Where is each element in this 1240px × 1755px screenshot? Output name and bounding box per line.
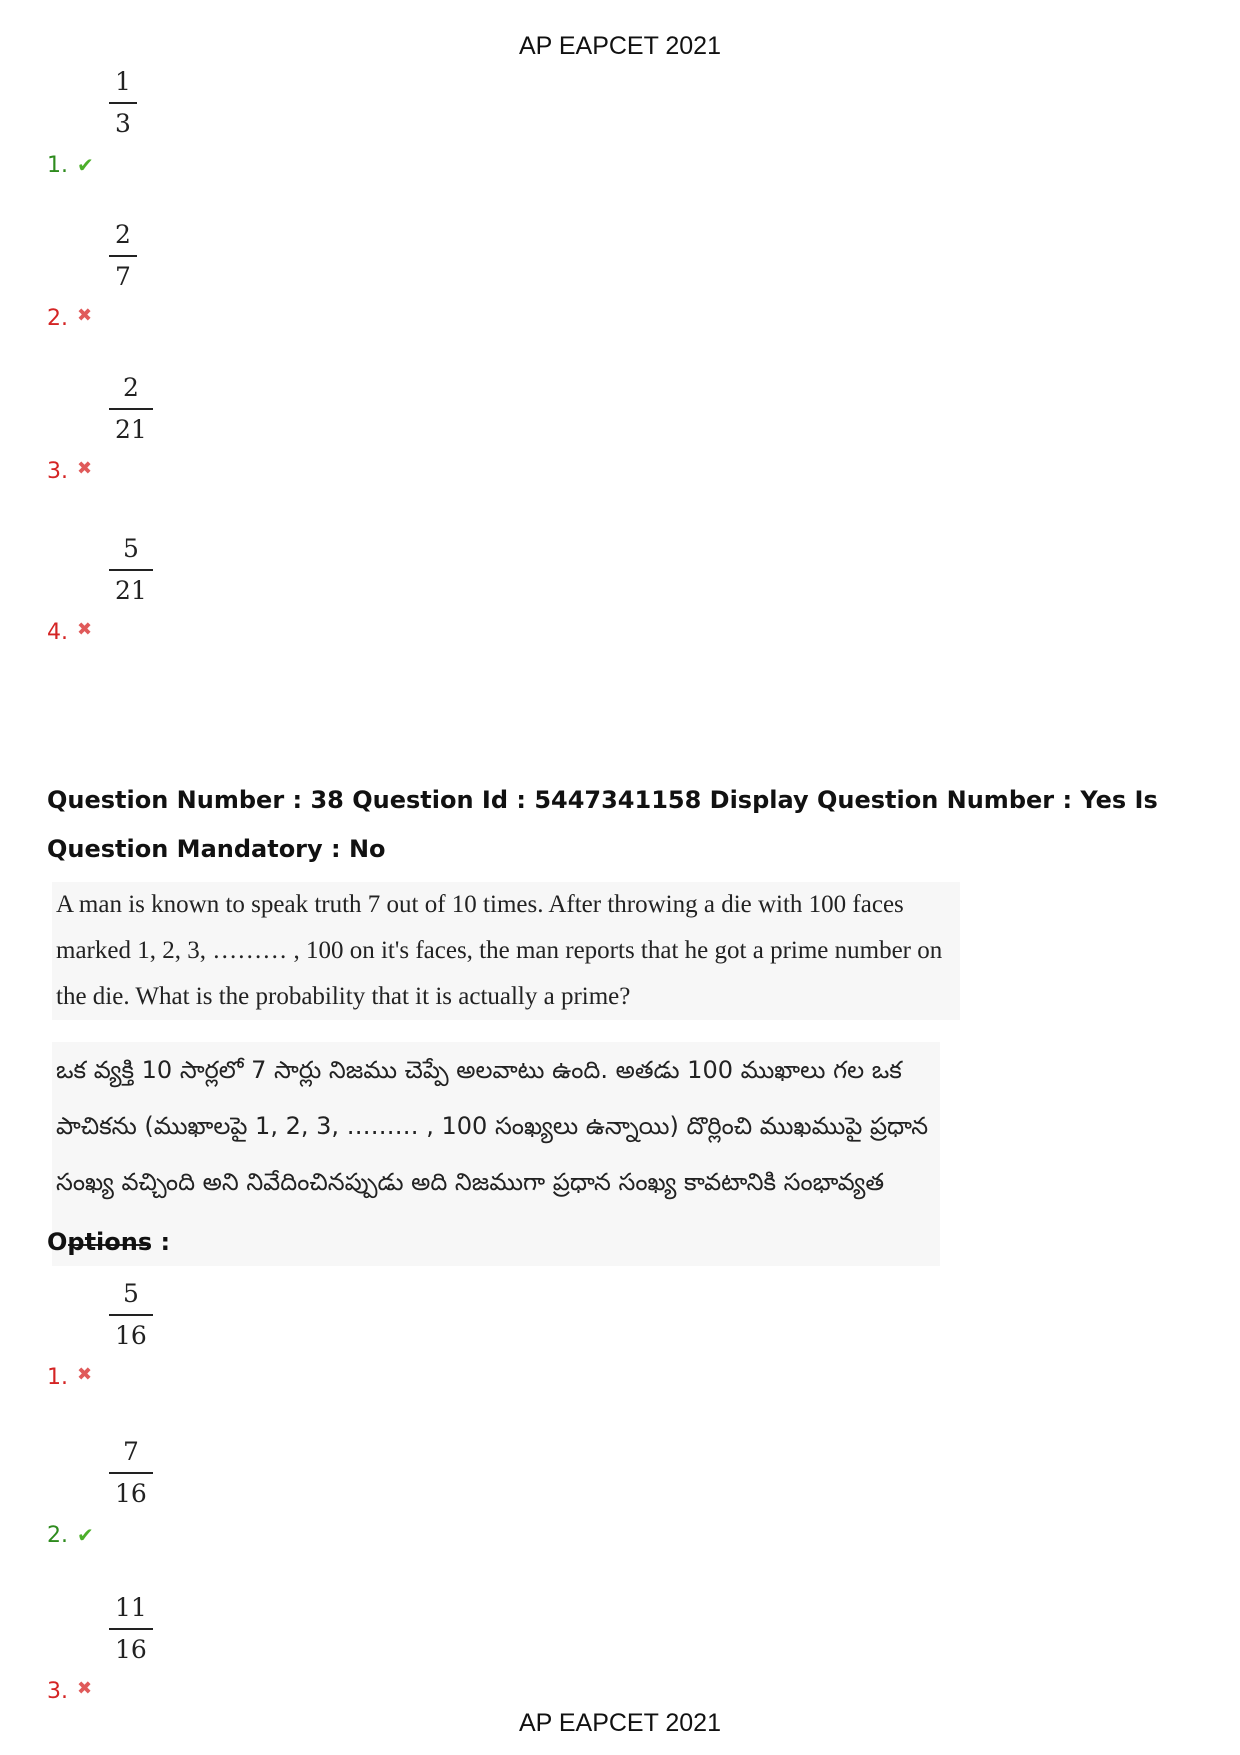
option-2 xyxy=(47,1438,347,1548)
check-icon: ✔ xyxy=(77,153,94,177)
fraction-denominator: 7 xyxy=(115,261,131,291)
option-number: 2. xyxy=(47,306,68,331)
fraction-numerator: 5 xyxy=(122,1279,139,1308)
cross-icon: ✖ xyxy=(77,619,93,640)
cross-icon: ✖ xyxy=(77,1364,93,1385)
fraction-numerator: 5 xyxy=(122,534,139,563)
option-3 xyxy=(47,1594,347,1704)
option-fraction xyxy=(109,535,153,604)
fraction-denominator: 16 xyxy=(115,1320,147,1350)
fraction-numerator: 1 xyxy=(115,67,131,96)
fraction-numerator: 2 xyxy=(122,373,139,402)
prev-option-4 xyxy=(47,535,347,645)
option-number: 1. xyxy=(47,1365,68,1390)
cross-icon: ✖ xyxy=(77,305,93,326)
option-fraction xyxy=(109,1438,153,1507)
page-footer: AP EAPCET 2021 xyxy=(519,1709,721,1737)
prev-option-2 xyxy=(47,221,347,331)
fraction-denominator: 16 xyxy=(115,1478,147,1508)
question-text-telugu xyxy=(52,1042,940,1266)
prev-option-3 xyxy=(47,374,347,484)
fraction-numerator: 11 xyxy=(115,1593,147,1622)
fraction-denominator: 21 xyxy=(115,414,147,444)
option-fraction xyxy=(109,68,137,137)
fraction-denominator: 16 xyxy=(115,1634,147,1664)
question-text-english: A man is known to speak truth 7 out of 10 times. After throwing a die with 100 faces marked 1, 2, 3, ……… , 100 on it's faces, the man reports that he got a prime number on the die. What is the probability that it is actually a prime? xyxy=(52,882,960,1020)
option-number: 3. xyxy=(47,459,68,484)
option-1 xyxy=(47,1280,347,1390)
option-fraction xyxy=(109,1594,153,1663)
option-number: 2. xyxy=(47,1523,68,1548)
fraction-denominator: 21 xyxy=(115,575,147,605)
fraction-numerator: 2 xyxy=(115,220,131,249)
option-fraction xyxy=(109,1280,153,1349)
option-fraction xyxy=(109,374,153,443)
option-fraction xyxy=(109,221,137,290)
telugu-text: ఒక వ్యక్తి 10 సార్లలో 7 సార్లు నిజము చెప్పే అలవాటు ఉంది. అతడు 100 ముఖాలు గల ఒక పాచికను (ముఖాలపై 1, 2, 3, ……… , 100 సంఖ్యలు ఉన్నాయి) దొర్లించి ముఖముపై ప్రధాన సంఖ్య వచ్చింది అని నివేదించినప్పుడు అది నిజముగా ప్రధాన సంఖ్య కావటానికి సంభావ్యత xyxy=(56,1056,929,1196)
check-icon: ✔ xyxy=(77,1523,94,1547)
question-meta: Question Number : 38 Question Id : 5447341158 Display Question Number : Yes Is Question Mandatory : No xyxy=(47,786,1158,863)
options-label: Options : xyxy=(47,1228,171,1256)
option-number: 1. xyxy=(47,153,68,178)
cross-icon: ✖ xyxy=(77,1678,93,1699)
option-number: 4. xyxy=(47,620,68,645)
fraction-numerator: 7 xyxy=(122,1437,139,1466)
option-number: 3. xyxy=(47,1679,68,1704)
prev-option-1 xyxy=(47,68,347,178)
cross-icon: ✖ xyxy=(77,458,93,479)
page-header: AP EAPCET 2021 xyxy=(519,32,721,60)
fraction-denominator: 3 xyxy=(115,108,131,138)
